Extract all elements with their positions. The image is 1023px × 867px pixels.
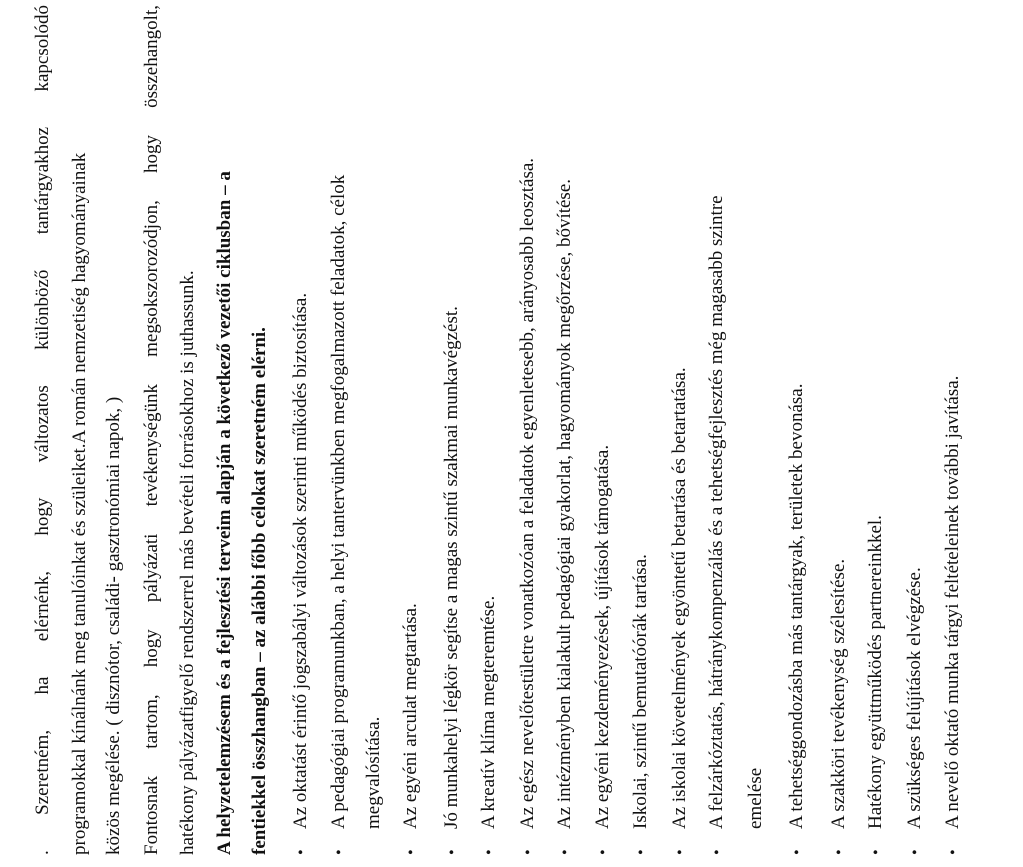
continuation-text: megvalósítása. — [363, 716, 384, 829]
bullet-item — [786, 5, 808, 855]
bullet-text: A felzárkóztatás, hátránykompenzálás és a tehetségfejlesztés még magasabb szintre — [706, 195, 727, 829]
bullet-continuation — [745, 5, 767, 855]
bullet-text: Az egyéni arculat megtartása. — [400, 603, 421, 829]
bullet-item — [554, 5, 576, 855]
bullet-text: Jó munkahelyi légkör segítse a magas szintű szakmai munkavégzést. — [441, 306, 462, 829]
bullet-icon: • — [520, 849, 537, 855]
bullet-item — [328, 5, 350, 855]
bullet-icon: • — [557, 849, 574, 855]
bullet-item — [290, 5, 312, 855]
bullet-item — [478, 5, 500, 855]
bullet-item — [517, 5, 539, 855]
bullet-text: A nevelő oktató munka tárgyi feltételeinek további javítása. — [942, 375, 963, 829]
bullet-text: Hatékony együttműködés partnereinkkel. — [865, 515, 886, 829]
bullet-icon: • — [945, 849, 962, 855]
bullet-text: A pedagógiai programunkban, a helyi tantervünkben megfogalmazott feladatok, célok — [328, 174, 349, 829]
bullet-item — [441, 5, 463, 855]
bullet-icon: • — [907, 849, 924, 855]
paragraph-line: Fontosnak tartom, hogy pályázati tevékenységünk megsokszorozódjon, hogy összehangolt, — [141, 5, 162, 855]
bullet-text: Iskolai, szintű bemutatóórák tartása. — [630, 554, 651, 829]
bullet-continuation — [363, 5, 385, 855]
paragraph-line: hatékony pályázatfigyelő rendszerrel más bevételi forrásokhoz is juthassunk. — [177, 270, 198, 855]
bullet-icon: • — [633, 849, 650, 855]
bullet-text: Az iskolai követelmények egyöntetű betartása és betartatása. — [669, 367, 690, 829]
bullet-text: Az egyéni kezdeményezések, újítások támogatása. — [592, 444, 613, 829]
bullet-icon: • — [672, 849, 689, 855]
continuation-text: emelése — [745, 767, 766, 829]
bullet-item — [630, 5, 652, 855]
bullet-item — [400, 5, 422, 855]
paragraph-line: közös megélése. ( disznótor, családi- gasztronómiai napok, ) — [103, 396, 124, 855]
section-heading-line: A helyzetelemzésem és a fejlesztési terveim alapján a következő vezetői ciklusban – a — [214, 171, 235, 855]
bullet-text: A szükséges felújítások elvégzése. — [904, 567, 925, 829]
bullet-icon: • — [709, 849, 726, 855]
bullet-item — [865, 5, 887, 855]
paragraph-line: programokkal kínálnánk meg tanulóinkat és szüleiket.A román nemzetiség hagyományainak — [69, 152, 90, 855]
bullet-text: Az oktatást érintő jogszabályi változások szerinti működés biztosítása. — [290, 292, 311, 829]
bullet-item — [592, 5, 614, 855]
paragraph-line: . Szeretném, ha elérnénk, hogy változatos különböző tantárgyakhoz kapcsolódó — [32, 5, 53, 855]
bullet-icon: • — [403, 849, 420, 855]
bullet-icon: • — [868, 849, 885, 855]
section-heading-line: fentiekkel összhangban – az alábbi főbb célokat szeretném elérni. — [249, 327, 270, 855]
bullet-icon: • — [789, 849, 806, 855]
bullet-text: A szakköri tevékenység szélesítése. — [828, 558, 849, 829]
bullet-icon: • — [831, 849, 848, 855]
bullet-item — [942, 5, 964, 855]
bullet-item — [706, 5, 728, 855]
bullet-icon: • — [293, 849, 310, 855]
bullet-icon: • — [595, 849, 612, 855]
bullet-icon: • — [331, 849, 348, 855]
bullet-text: A tehetséggondozásba más tantárgyak, területek bevonása. — [786, 383, 807, 829]
bullet-item — [904, 5, 926, 855]
bullet-icon: • — [481, 849, 498, 855]
bullet-text: Az intézményben kialakult pedagógiai gyakorlat, hagyományok megőrzése, bővítése. — [554, 178, 575, 829]
bullet-text: A kreatív klíma megteremtése. — [478, 595, 499, 829]
bullet-item — [828, 5, 850, 855]
bullet-text: Az egész nevelőtestületre vonatkozóan a feladatok egyenletesebb, arányosabb leosztása. — [517, 157, 538, 829]
bullet-item — [669, 5, 691, 855]
bullet-icon: • — [444, 849, 461, 855]
